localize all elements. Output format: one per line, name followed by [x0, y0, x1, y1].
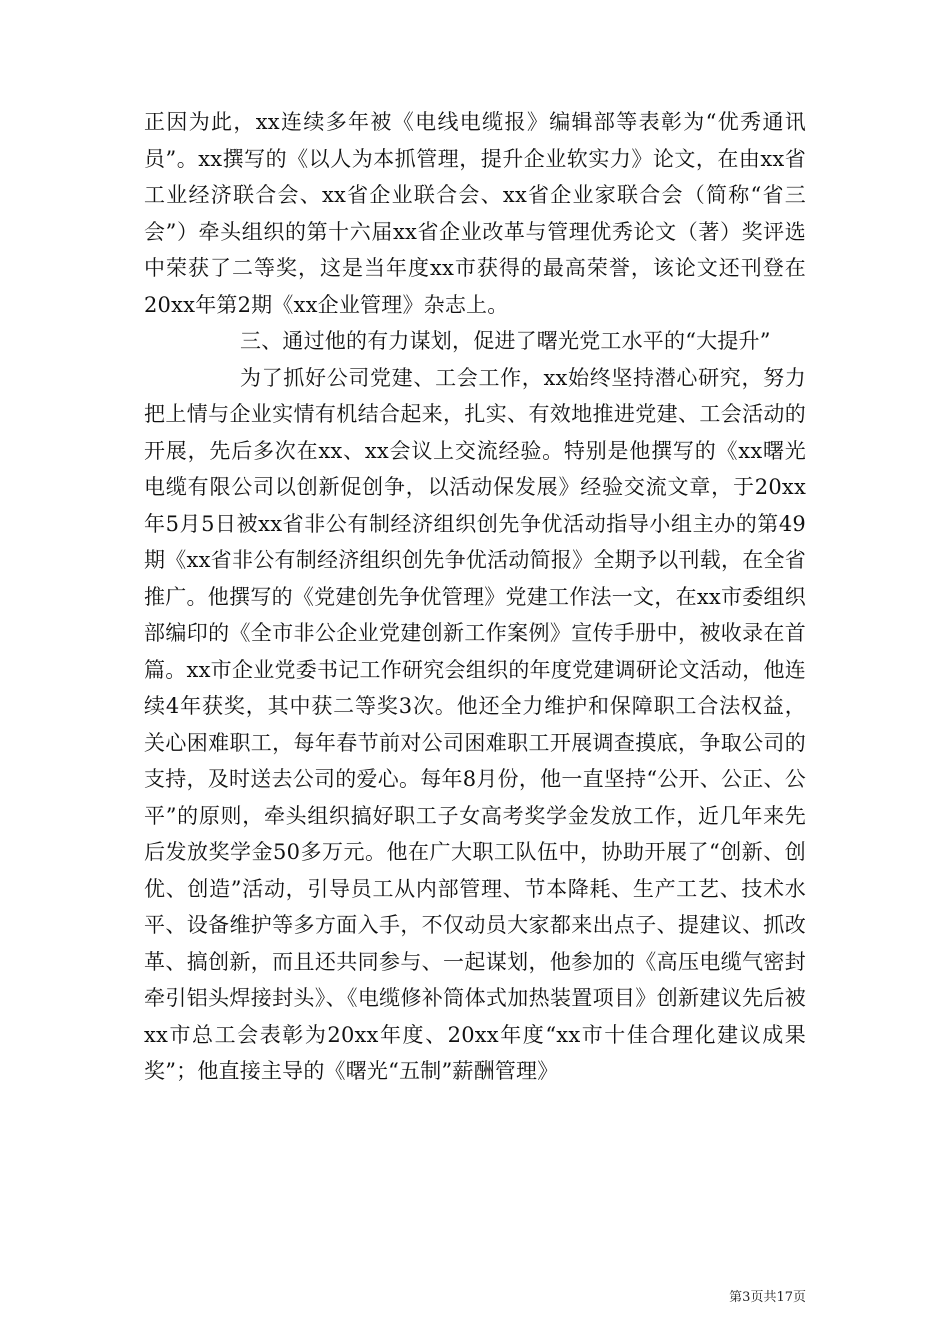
paragraph-honors: 正因为此，xx连续多年被《电线电缆报》编辑部等表彰为“优秀通讯员”。xx撰写的《以人为本抓管理，提升企业软实力》论文，在由xx省工业经济联合会、xx省企业联合会、xx省企业家联合会（简称“省三会”）牵头组织的第十六届xx省企业改革与管理优秀论文（著）奖评选中荣获了二等奖，这是当年度xx市获得的最高荣誉，该论文还刊登在20xx年第2期《xx企业管理》杂志上。 [144, 110, 806, 317]
section-heading-three: 三、通过他的有力谋划，促进了曙光党工水平的“大提升” [240, 329, 771, 353]
document-body [144, 104, 806, 1090]
paragraph-party-work: 为了抓好公司党建、工会工作，xx始终坚持潜心研究，努力把上情与企业实情有机结合起来，扎实、有效地推进党建、工会活动的开展，先后多次在xx、xx会议上交流经验。特别是他撰写的《xx曙光电缆有限公司以创新促创争，以活动保发展》经验交流文章，于20xx年5月5日被xx省非公有制经济组织创先争优活动指导小组主办的第49期《xx省非公有制经济组织创先争优活动简报》全期予以刊载，在全省推广。他撰写的《党建创先争优管理》党建工作法一文，在xx市委组织部编印的《全市非公企业党建创新工作案例》宣传手册中，被收录在首篇。xx市企业党委书记工作研究会组织的年度党建调研论文活动，他连续4年获奖，其中获二等奖3次。他还全力维护和保障职工合法权益，关心困难职工，每年春节前对公司困难职工开展调查摸底，争取公司的支持，及时送去公司的爱心。每年8月份，他一直坚持“公开、公正、公平”的原则，牵头组织搞好职工子女高考奖学金发放工作，近几年来先后发放奖学金50多万元。他在广大职工队伍中，协助开展了“创新、创优、创造”活动，引导员工从内部管理、节本降耗、生产工艺、技术水平、设备维护等多方面入手，不仅动员大家都来出点子、提建议、抓改革、搞创新，而且还共同参与、一起谋划，他参加的《高压电缆气密封牵引铝头焊接封头》、《电缆修补筒体式加热装置项目》创新建议先后被xx市总工会表彰为20xx年度、20xx年度“xx市十佳合理化建议成果奖”；他直接主导的《曙光“五制”薪酬管理》 [144, 365, 806, 1083]
page-number: 第3页共17页 [729, 1290, 806, 1305]
